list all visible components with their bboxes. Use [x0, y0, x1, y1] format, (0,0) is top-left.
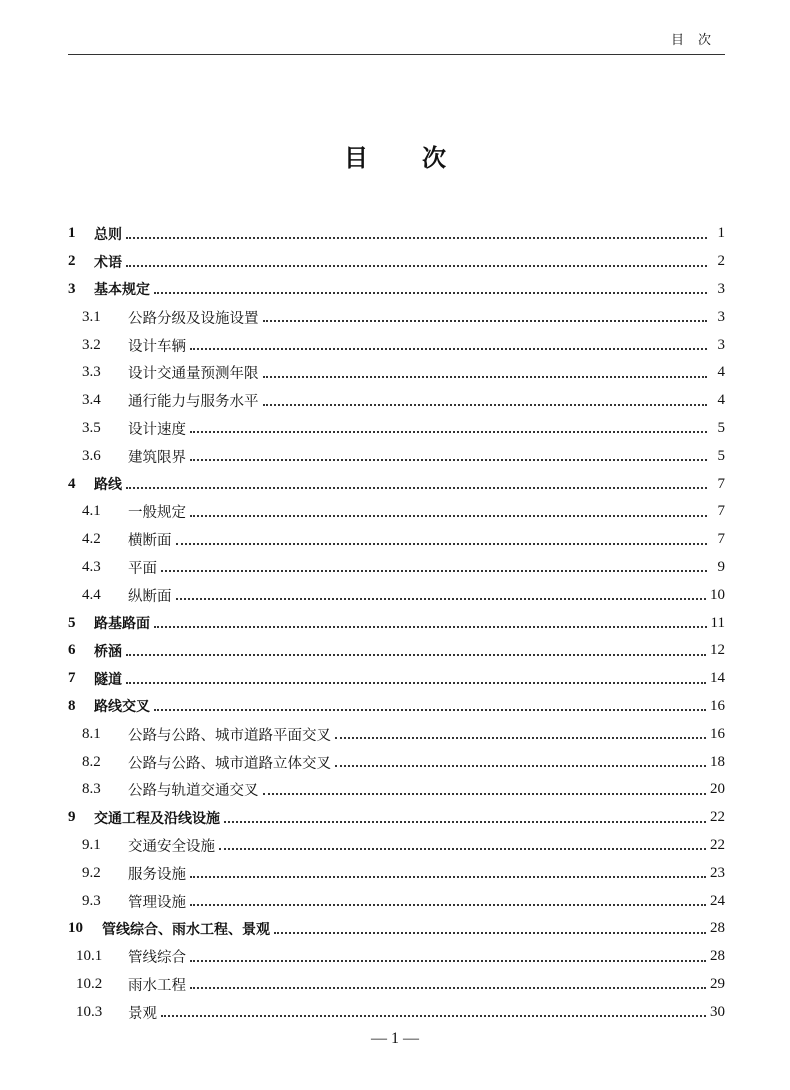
- toc-entry-page: 2: [717, 253, 725, 270]
- toc-entry-page: 11: [710, 614, 725, 631]
- toc-entry-number: 10.2: [76, 975, 103, 992]
- toc-entry-page: 4: [717, 364, 725, 381]
- toc-entry-title: 平面: [128, 560, 157, 577]
- toc-entry-title: 服务设施: [128, 866, 186, 883]
- toc-entry[interactable]: [68, 609, 725, 637]
- toc-entry-title: 公路分级及设施设置: [128, 310, 259, 327]
- dot-leader: [219, 848, 706, 850]
- toc-entry[interactable]: [68, 887, 725, 915]
- toc-entry-title: 一般规定: [128, 505, 186, 522]
- toc-entry-number: 3.2: [82, 336, 101, 353]
- toc-entry-number: 4.1: [82, 503, 101, 520]
- toc-entry[interactable]: [68, 776, 725, 804]
- toc-entry-page: 14: [710, 670, 725, 687]
- toc-entry-page: 3: [717, 280, 725, 297]
- dot-leader: [263, 404, 708, 406]
- toc-entry-number: 3.6: [82, 447, 101, 464]
- dot-leader: [154, 626, 707, 628]
- toc-entry-page: 20: [710, 781, 725, 798]
- dot-leader: [161, 570, 707, 572]
- toc-entry-page: 12: [710, 642, 725, 659]
- toc-entry-page: 3: [717, 308, 725, 325]
- toc-entry-number: 3: [68, 280, 76, 297]
- toc-entry-number: 9: [68, 809, 76, 826]
- dot-leader: [263, 376, 708, 378]
- toc-entry-page: 16: [710, 725, 725, 742]
- toc-entry-number: 3.4: [82, 392, 101, 409]
- toc-entry-page: 29: [710, 975, 725, 992]
- toc-entry-number: 4: [68, 475, 76, 492]
- toc-entry-number: 3.3: [82, 364, 101, 381]
- toc-entry-title: 术语: [94, 254, 122, 271]
- toc-entry-page: 7: [717, 531, 725, 548]
- toc-entry[interactable]: [68, 248, 725, 276]
- page-number: — 1 —: [371, 1030, 419, 1047]
- toc-entry-title: 总则: [94, 226, 122, 243]
- toc-entry-title: 基本规定: [94, 282, 150, 299]
- toc-entry-title: 路基路面: [94, 616, 150, 633]
- toc-entry-number: 4.2: [82, 531, 101, 548]
- toc-entry[interactable]: [68, 748, 725, 776]
- toc-entry-page: 3: [717, 336, 725, 353]
- dot-leader: [126, 265, 707, 267]
- toc-entry-title: 交通工程及沿线设施: [94, 810, 220, 827]
- toc-entry[interactable]: [68, 470, 725, 498]
- dot-leader: [190, 431, 707, 433]
- dot-leader: [176, 598, 707, 600]
- dot-leader: [224, 821, 706, 823]
- dot-leader: [263, 793, 707, 795]
- toc-entry-page: 7: [717, 475, 725, 492]
- toc-entry-page: 30: [710, 1003, 725, 1020]
- toc-entry-page: 28: [710, 948, 725, 965]
- table-of-contents: [68, 220, 725, 1026]
- toc-entry-title: 公路与轨道交通交叉: [128, 783, 259, 800]
- dot-leader: [126, 237, 707, 239]
- toc-entry-page: 10: [710, 586, 725, 603]
- toc-entry[interactable]: [68, 971, 725, 999]
- toc-entry-number: 10: [68, 920, 83, 937]
- toc-entry-number: 8.2: [82, 753, 101, 770]
- toc-entry-title: 桥涵: [94, 643, 122, 660]
- dot-leader: [274, 932, 706, 934]
- toc-entry[interactable]: [68, 859, 725, 887]
- toc-entry-number: 1: [68, 225, 76, 242]
- toc-entry-number: 10.1: [76, 948, 103, 965]
- toc-entry[interactable]: [68, 498, 725, 526]
- toc-entry-title: 建筑限界: [128, 449, 186, 466]
- toc-entry-page: 5: [717, 447, 725, 464]
- toc-entry-title: 隧道: [94, 671, 122, 688]
- dot-leader: [190, 960, 706, 962]
- dot-leader: [190, 459, 707, 461]
- toc-entry-number: 7: [68, 670, 76, 687]
- toc-entry-page: 23: [710, 864, 725, 881]
- dot-leader: [335, 737, 706, 739]
- toc-entry-number: 3.1: [82, 308, 101, 325]
- toc-entry[interactable]: [68, 720, 725, 748]
- toc-entry-number: 5: [68, 614, 76, 631]
- toc-entry-number: 8: [68, 697, 76, 714]
- toc-entry-title: 交通安全设施: [128, 838, 215, 855]
- toc-entry[interactable]: [68, 276, 725, 304]
- toc-entry-number: 10.3: [76, 1003, 103, 1020]
- dot-leader: [263, 320, 708, 322]
- toc-entry-page: 5: [717, 419, 725, 436]
- dot-leader: [126, 682, 706, 684]
- toc-entry-title: 纵断面: [128, 588, 172, 605]
- toc-entry[interactable]: [68, 442, 725, 470]
- toc-entry-title: 设计车辆: [128, 338, 186, 355]
- dot-leader: [190, 904, 706, 906]
- toc-entry[interactable]: [68, 387, 725, 415]
- toc-entry-title: 雨水工程: [128, 977, 186, 994]
- toc-entry-page: 18: [710, 753, 725, 770]
- toc-entry-number: 2: [68, 253, 76, 270]
- toc-entry[interactable]: [68, 526, 725, 554]
- toc-entry[interactable]: [68, 943, 725, 971]
- dot-leader: [335, 765, 706, 767]
- toc-entry-number: 3.5: [82, 419, 101, 436]
- dot-leader: [154, 292, 707, 294]
- dot-leader: [126, 487, 707, 489]
- dot-leader: [190, 515, 707, 517]
- toc-entry[interactable]: [68, 415, 725, 443]
- toc-entry-title: 设计交通量预测年限: [128, 366, 259, 383]
- toc-entry-page: 24: [710, 892, 725, 909]
- toc-entry-page: 28: [710, 920, 725, 937]
- toc-entry-page: 4: [717, 392, 725, 409]
- toc-entry-number: 9.2: [82, 864, 101, 881]
- toc-entry[interactable]: [68, 220, 725, 248]
- dot-leader: [190, 987, 706, 989]
- toc-entry-title: 管线综合: [128, 950, 186, 967]
- toc-entry[interactable]: [68, 998, 725, 1026]
- toc-entry-number: 9.3: [82, 892, 101, 909]
- toc-entry-title: 设计速度: [128, 421, 186, 438]
- toc-entry-title: 横断面: [128, 533, 172, 550]
- toc-entry-title: 通行能力与服务水平: [128, 394, 259, 411]
- dot-leader: [154, 709, 706, 711]
- toc-entry[interactable]: [68, 581, 725, 609]
- toc-entry-number: 8.1: [82, 725, 101, 742]
- toc-entry[interactable]: [68, 359, 725, 387]
- toc-entry[interactable]: [68, 832, 725, 860]
- toc-entry-page: 7: [717, 503, 725, 520]
- toc-entry-number: 8.3: [82, 781, 101, 798]
- toc-entry-page: 22: [710, 836, 725, 853]
- toc-entry-title: 管理设施: [128, 894, 186, 911]
- toc-entry[interactable]: [68, 331, 725, 359]
- toc-entry-title: 公路与公路、城市道路立体交叉: [128, 755, 331, 772]
- toc-entry-page: 9: [717, 558, 725, 575]
- toc-entry-number: 4.4: [82, 586, 101, 603]
- toc-entry-title: 景观: [128, 1005, 157, 1022]
- toc-entry[interactable]: [68, 804, 725, 832]
- dot-leader: [190, 876, 706, 878]
- toc-entry[interactable]: [68, 915, 725, 943]
- toc-entry-number: 9.1: [82, 836, 101, 853]
- toc-entry[interactable]: [68, 303, 725, 331]
- running-head: 目次: [68, 34, 725, 55]
- toc-entry-page: 16: [710, 697, 725, 714]
- toc-entry[interactable]: [68, 665, 725, 693]
- toc-entry-number: 4.3: [82, 558, 101, 575]
- toc-entry-title: 路线: [94, 477, 122, 494]
- toc-entry[interactable]: [68, 554, 725, 582]
- dot-leader: [190, 348, 707, 350]
- dot-leader: [161, 1015, 706, 1017]
- toc-entry-page: 1: [717, 225, 725, 242]
- toc-entry-title: 管线综合、雨水工程、景观: [102, 921, 270, 938]
- toc-entry-number: 6: [68, 642, 76, 659]
- toc-entry-title: 公路与公路、城市道路平面交叉: [128, 727, 331, 744]
- dot-leader: [176, 543, 708, 545]
- toc-entry[interactable]: [68, 637, 725, 665]
- page-title: 目次: [344, 144, 500, 172]
- dot-leader: [126, 654, 706, 656]
- toc-entry-page: 22: [710, 809, 725, 826]
- toc-entry[interactable]: [68, 693, 725, 721]
- toc-entry-title: 路线交叉: [94, 699, 150, 716]
